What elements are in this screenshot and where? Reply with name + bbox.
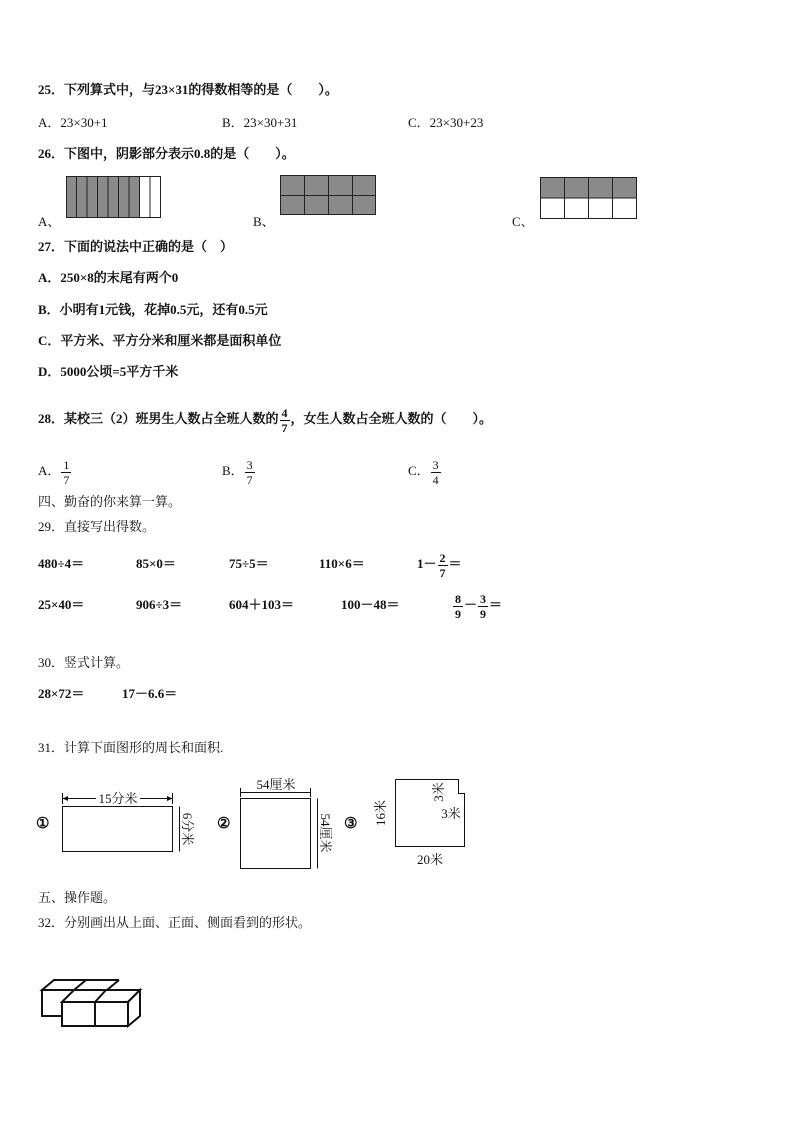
q29-r2-3: 604＋103＝	[229, 597, 295, 612]
q27-option-c[interactable]: C．平方米、平方分米和厘米都是面积单位	[38, 333, 282, 348]
q26-option-c-label[interactable]: C、	[512, 214, 534, 229]
q28-option-c[interactable]: C． $\frac{3}{4}$	[408, 457, 439, 487]
fig2-marker: ②	[217, 816, 231, 832]
q26-figure-a	[66, 176, 166, 221]
fig3-left-label: 16米	[373, 799, 388, 827]
q28-option-a[interactable]: A． $\frac{1}{7}$	[38, 457, 70, 487]
q30-stem: 30．竖式计算。	[38, 655, 130, 670]
q29-r1-2: 85×0＝	[136, 556, 176, 571]
q25-stem: 25．下列算式中，与23×31的得数相等的是（ ）。	[38, 82, 338, 97]
q28-fraction: $\frac{4}{7}$	[281, 405, 288, 435]
fig3-bottom-label: 20米	[416, 852, 444, 867]
q29-r2-5: $\frac{8}{9}$ － $\frac{3}{9}$ ＝	[455, 591, 503, 621]
q29-r2-2: 906÷3＝	[136, 597, 183, 612]
fig1-height-label: 6分米	[180, 812, 195, 846]
q26-option-b-label[interactable]: B、	[253, 214, 275, 229]
q27-stem: 27．下面的说法中正确的是（ ）	[38, 239, 234, 254]
q31-figure-3	[370, 776, 480, 876]
q26-figure-b	[280, 175, 380, 220]
q27-option-b[interactable]: B．小明有1元钱，花掉0.5元，还有0.5元	[38, 302, 268, 317]
fig3-notch-v-label: 3米	[431, 782, 446, 802]
fig3-notch-h-label: 3米	[441, 806, 461, 821]
fig1-marker: ①	[36, 816, 50, 832]
fig2-width-label: 54厘米	[256, 777, 296, 792]
q30-item-1: 28×72＝	[38, 686, 85, 701]
q29-r1-1: 480÷4＝	[38, 556, 85, 571]
q28-option-b[interactable]: B． $\frac{3}{7}$	[222, 457, 253, 487]
q32-cube-figure	[40, 976, 150, 1036]
section-4-heading: 四、勤奋的你来算一算。	[38, 494, 182, 509]
q29-stem: 29．直接写出得数。	[38, 519, 156, 534]
q31-figure-2	[238, 776, 338, 876]
q30-item-2: 17－6.6＝	[122, 686, 178, 701]
q27-option-a[interactable]: A．250×8的末尾有两个0	[38, 270, 179, 285]
q25-option-c[interactable]: C．23×30+23	[408, 115, 484, 130]
q29-r1-3: 75÷5＝	[229, 556, 269, 571]
fig3-marker: ③	[344, 816, 358, 832]
q26-figure-c	[540, 177, 640, 222]
section-5-heading: 五、操作题。	[38, 890, 117, 905]
q29-r1-5: 1－ $\frac{2}{7}$ ＝	[417, 550, 462, 580]
q31-figure-1	[60, 788, 200, 858]
q25-option-a[interactable]: A．23×30+1	[38, 115, 108, 130]
q29-r2-1: 25×40＝	[38, 597, 85, 612]
fig2-height-label: 54厘米	[318, 813, 333, 853]
q31-stem: 31．计算下面图形的周长和面积.	[38, 740, 224, 755]
q26-stem: 26．下图中，阴影部分表示0.8的是（ ）。	[38, 146, 295, 161]
q29-r1-4: 110×6＝	[319, 556, 365, 571]
fig1-width-label: 15分米	[98, 791, 138, 806]
q28-stem: 28．某校三（2）班男生人数占全班人数的 $\frac{4}{7}$ ，女生人数占全班人数的（ ）。	[38, 405, 493, 435]
q26-option-a-label[interactable]: A、	[38, 214, 61, 229]
q32-stem: 32．分别画出从上面、正面、侧面看到的形状。	[38, 915, 312, 930]
q29-r2-4: 100－48＝	[341, 597, 400, 612]
q25-option-b[interactable]: B．23×30+31	[222, 115, 298, 130]
q27-option-d[interactable]: D．5000公顷=5平方千米	[38, 364, 179, 379]
